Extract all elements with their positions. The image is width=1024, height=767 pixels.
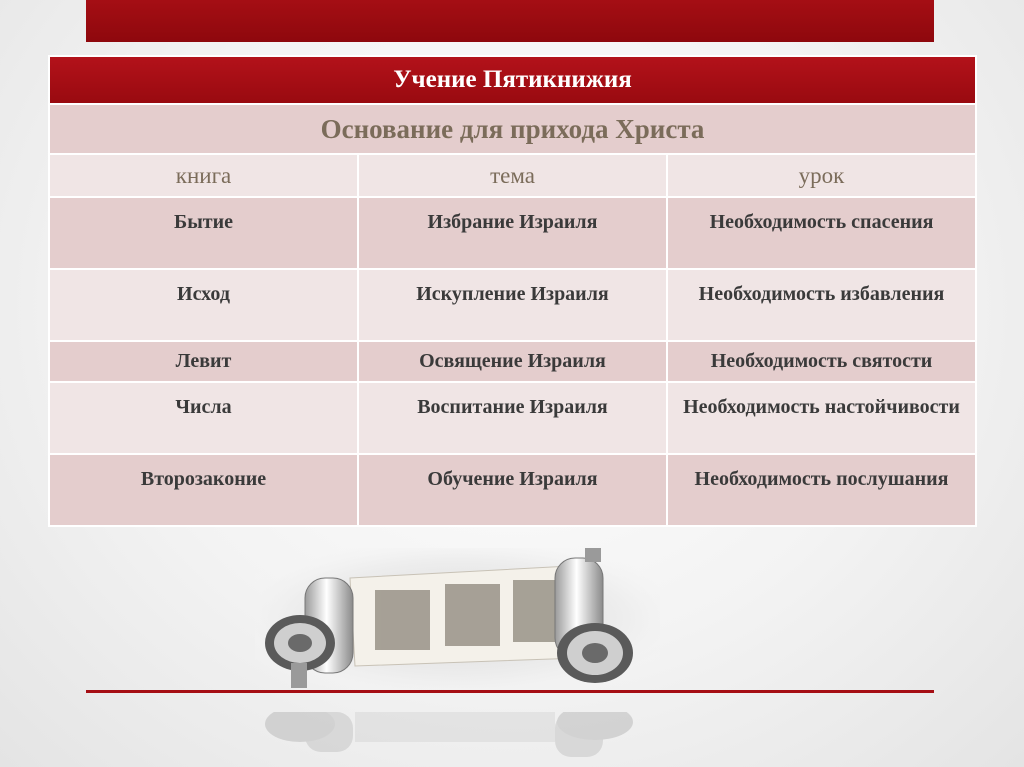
column-header-theme: тема	[358, 154, 667, 197]
table-cell-theme: Искупление Израиля	[358, 269, 667, 341]
table-cell-lesson: Необходимость послушания	[667, 454, 976, 526]
bottom-red-line	[86, 690, 934, 693]
scroll-reflection	[255, 712, 660, 767]
table-row	[49, 197, 976, 269]
table-subtitle-row	[49, 104, 976, 154]
table-row	[49, 382, 976, 454]
table-cell-book: Исход	[49, 269, 358, 341]
table-title-row	[49, 56, 976, 104]
table-cell-lesson: Необходимость избавления	[667, 269, 976, 341]
table-row	[49, 269, 976, 341]
table-cell-lesson: Необходимость спасения	[667, 197, 976, 269]
table-cell-book: Бытие	[49, 197, 358, 269]
table-cell-book: Второзаконие	[49, 454, 358, 526]
table-subtitle: Основание для прихода Христа	[49, 104, 976, 154]
table-row	[49, 454, 976, 526]
pentateuch-table	[48, 55, 977, 527]
table-cell-lesson: Необходимость святости	[667, 341, 976, 382]
table-cell-theme: Освящение Израиля	[358, 341, 667, 382]
torah-scroll-image	[255, 548, 660, 690]
table-cell-lesson: Необходимость настойчивости	[667, 382, 976, 454]
table-cell-theme: Обучение Израиля	[358, 454, 667, 526]
table-cell-book: Левит	[49, 341, 358, 382]
column-header-lesson: урок	[667, 154, 976, 197]
column-header-book: книга	[49, 154, 358, 197]
table-cell-theme: Воспитание Израиля	[358, 382, 667, 454]
top-red-band	[86, 0, 934, 42]
table-row	[49, 341, 976, 382]
table-title: Учение Пятикнижия	[49, 56, 976, 104]
column-header-row	[49, 154, 976, 197]
table-cell-book: Числа	[49, 382, 358, 454]
table-cell-theme: Избрание Израиля	[358, 197, 667, 269]
